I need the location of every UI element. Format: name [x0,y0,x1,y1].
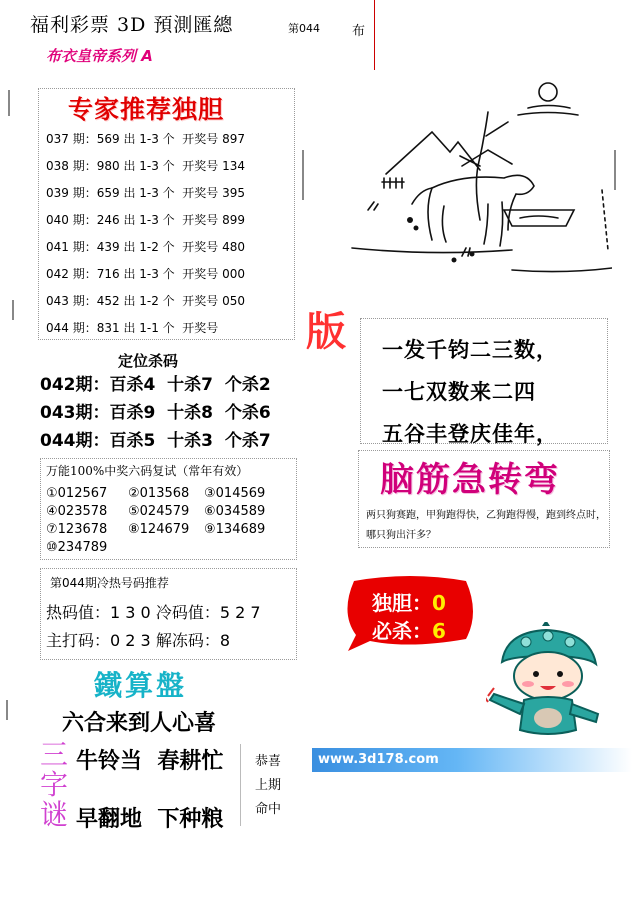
six-code-title: 万能100%中奖六码复试（常年有效） [46,464,249,478]
mascot-icon [486,622,610,738]
single-value: 0 [432,591,446,615]
riddle-line: 牛铃当 春耕忙 [76,749,224,774]
website-link[interactable]: www.3d178.com [318,752,439,767]
margin-mark [614,150,616,190]
hot-value: 1 3 0 [110,603,151,622]
kill-value: 6 [432,619,446,643]
poem-line: 五谷丰登庆佳年， [382,422,558,446]
six-code-item: ②013568 [128,486,190,501]
unfreeze-label: 解冻码： [155,631,220,650]
page-title: 福利彩票 3D 預測匯總 [30,14,234,36]
kill-line [372,615,446,644]
main-label: 主打码： [46,631,111,650]
brain-teaser-title: 脑筋急转弯 [380,460,560,500]
single-kill-bubble [340,575,480,651]
edition-char: 版 [306,308,346,355]
margin-mark [12,300,14,320]
horse-drawing [312,70,612,295]
six-code-item: ⑥034589 [204,504,266,519]
margin-mark [6,700,8,720]
congrats-line: 恭喜 [254,754,281,769]
hot-cold-row [46,600,261,623]
mascot-figure [486,622,610,738]
riddle-label-char: 字 [40,768,69,801]
expert-row: 037 期：569 出 1-3 个 开奖号 897 [46,132,246,146]
unfreeze-value: 8 [219,631,231,650]
corner-mark: 布 [352,24,366,39]
poem-line: 一七双数来二四 [382,380,536,404]
issue-number: 第044 [288,22,320,35]
expert-row: 043 期：452 出 1-2 个 开奖号 050 [46,294,246,308]
six-code-item: ③014569 [204,486,266,501]
poem-line: 一发千钧二三数， [382,338,558,362]
hot-cold-title: 第044期冷热号码推荐 [50,576,169,590]
header-divider [374,0,375,70]
sun-icon [539,83,557,101]
expert-row: 040 期：246 出 1-3 个 开奖号 899 [46,213,246,227]
riddle-label-char: 三 [40,738,69,771]
series-subtitle: 布衣皇帝系列 A [46,47,153,65]
abacus-phrase: 六合来到人心喜 [62,711,217,736]
abacus-title: 鐵算盤 [94,669,188,702]
hot-label: 热码值： [46,603,111,622]
kill-label: 必杀： [372,619,432,643]
main-code-row [46,628,230,651]
position-kill-row: 043期：百杀9 十杀8 个杀6 [40,403,271,423]
expert-picks-title: 专家推荐独胆 [68,95,225,124]
congrats-line: 上期 [254,778,281,793]
six-code-item: ⑨134689 [204,522,266,537]
horse-illustration [312,70,612,295]
six-code-item: ⑦123678 [46,522,108,537]
expert-row: 042 期：716 出 1-3 个 开奖号 000 [46,267,246,281]
cold-value: 5 2 7 [219,603,261,622]
expert-row: 041 期：439 出 1-2 个 开奖号 480 [46,240,246,254]
position-kill-title: 定位杀码 [118,352,179,370]
six-code-item: ⑧124679 [128,522,190,537]
single-label: 独胆： [372,591,432,615]
congrats-line: 命中 [254,802,281,817]
congrats-note [248,750,288,822]
main-value: 0 2 3 [110,631,151,650]
six-code-item: ④023578 [46,504,108,519]
riddle-label [40,740,74,830]
six-code-item: ⑩234789 [46,540,108,555]
riddle-line: 早翻地 下种粮 [76,807,224,832]
position-kill-row: 042期：百杀4 十杀7 个杀2 [40,375,271,395]
position-kill-row: 044期：百杀5 十杀3 个杀7 [40,431,271,451]
six-code-item: ⑤024579 [128,504,190,519]
single-line [372,587,446,616]
margin-mark [302,150,304,200]
expert-row: 038 期：980 出 1-3 个 开奖号 134 [46,159,246,173]
expert-row: 039 期：659 出 1-3 个 开奖号 395 [46,186,246,200]
margin-mark [8,90,10,116]
riddle-label-char: 谜 [40,798,69,831]
six-code-item: ①012567 [46,486,108,501]
cold-label: 冷码值： [155,603,220,622]
expert-row: 044 期：831 出 1-1 个 开奖号 [46,321,219,335]
brain-teaser-question: 两只狗赛跑，甲狗跑得快，乙狗跑得慢，跑到终点时，哪只狗出汗多？ [366,510,606,541]
